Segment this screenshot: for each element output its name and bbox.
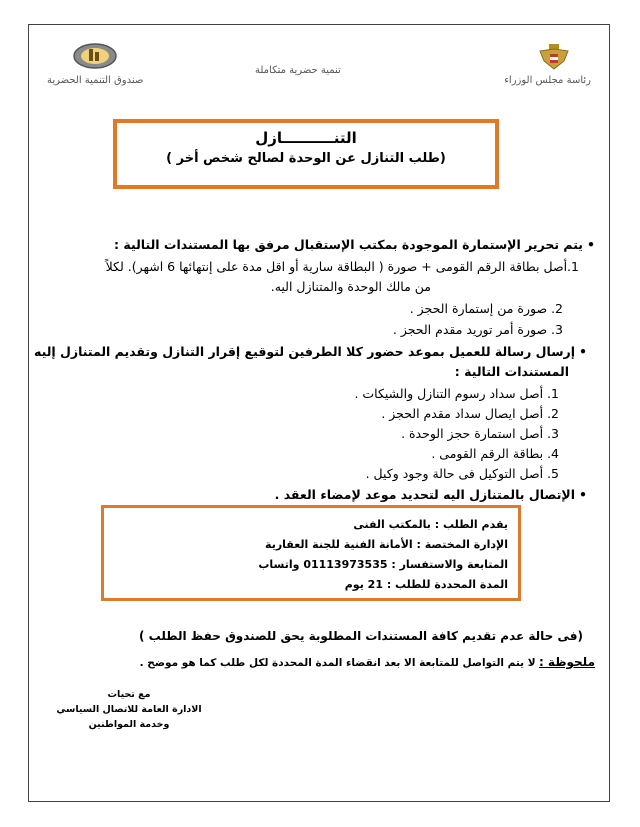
signature-line3: وخدمة المواطنين: [88, 719, 170, 730]
section2-heading-line1: • إرسال رسالة للعميل بموعد حضور كلا الطرفين لتوقيع إقرار التنازل وتقديم المتنازل إليه: [34, 344, 587, 359]
title-sub: (طلب التنازل عن الوحدة لصالح شخص أخر ): [166, 151, 446, 166]
section2-item: 1. أصل سداد رسوم التنازل والشيكات .: [354, 386, 559, 401]
info-box: [101, 505, 521, 601]
section1-item3: 3. صورة أمر توريد مقدم الحجز .: [392, 322, 563, 337]
udf-logo: [71, 39, 119, 71]
header-right-org: رئاسة مجلس الوزراء: [504, 75, 591, 86]
section1-heading: • يتم تحرير الإستمارة الموجودة بمكتب الإستقبال مرفق بها المستندات التالية :: [114, 237, 595, 252]
signature-line2: الادارة العامة للاتصال السياسي: [56, 704, 202, 715]
title-main: التنــــــــــازل: [255, 129, 357, 147]
section1-item1-line2: من مالك الوحدة والمتنازل اليه.: [270, 279, 431, 294]
section2-heading-line2: المستندات التالية :: [454, 364, 569, 379]
note-line: [140, 655, 595, 669]
title-box: [113, 119, 499, 189]
header-slogan: تنمية حضرية متكاملة: [255, 65, 341, 76]
header-left-org: صندوق التنمية الحضرية: [47, 75, 144, 86]
section1-item2: 2. صورة من إستمارة الحجز .: [409, 301, 563, 316]
section2-item: 4. بطاقة الرقم القومى .: [431, 446, 559, 461]
warning-text: (فى حالة عدم تقديم كافة المستندات المطلوبة يحق للصندوق حفظ الطلب ): [139, 629, 583, 643]
signature-line1: مع تحيات: [107, 689, 151, 700]
info-followup: المتابعة والاستفسار : 01113973535 واتساب: [258, 558, 508, 571]
section2-item: 2. أصل ايصال سداد مقدم الحجز .: [381, 406, 559, 421]
note-text: لا يتم التواصل للمتابعة الا بعد انقضاء المدة المحددة لكل طلب كما هو موضح .: [139, 657, 536, 669]
egypt-eagle-logo: [537, 41, 571, 73]
section1-item1-line1: 1.أصل بطاقة الرقم القومى + صورة ( البطاقة سارية أو اقل مدة على إنتهائها 6 اشهر). لكلاً: [105, 259, 579, 274]
section2-item: 5. أصل التوكيل فى حالة وجود وكيل .: [365, 466, 559, 481]
section3-heading: • الإتصال بالمتنازل اليه لتحديد موعد لإمضاء العقد .: [275, 487, 587, 502]
note-label: ملحوظة :: [538, 655, 595, 669]
info-submit: يقدم الطلب : بالمكتب الفنى: [353, 518, 508, 531]
document-page: [28, 24, 610, 802]
section2-item: 3. أصل استمارة حجز الوحدة .: [401, 426, 559, 441]
info-department: الإدارة المختصة : الأمانة الفنية للجنة العقارية: [265, 538, 508, 551]
info-duration: المدة المحددة للطلب : 21 يوم: [344, 578, 508, 591]
